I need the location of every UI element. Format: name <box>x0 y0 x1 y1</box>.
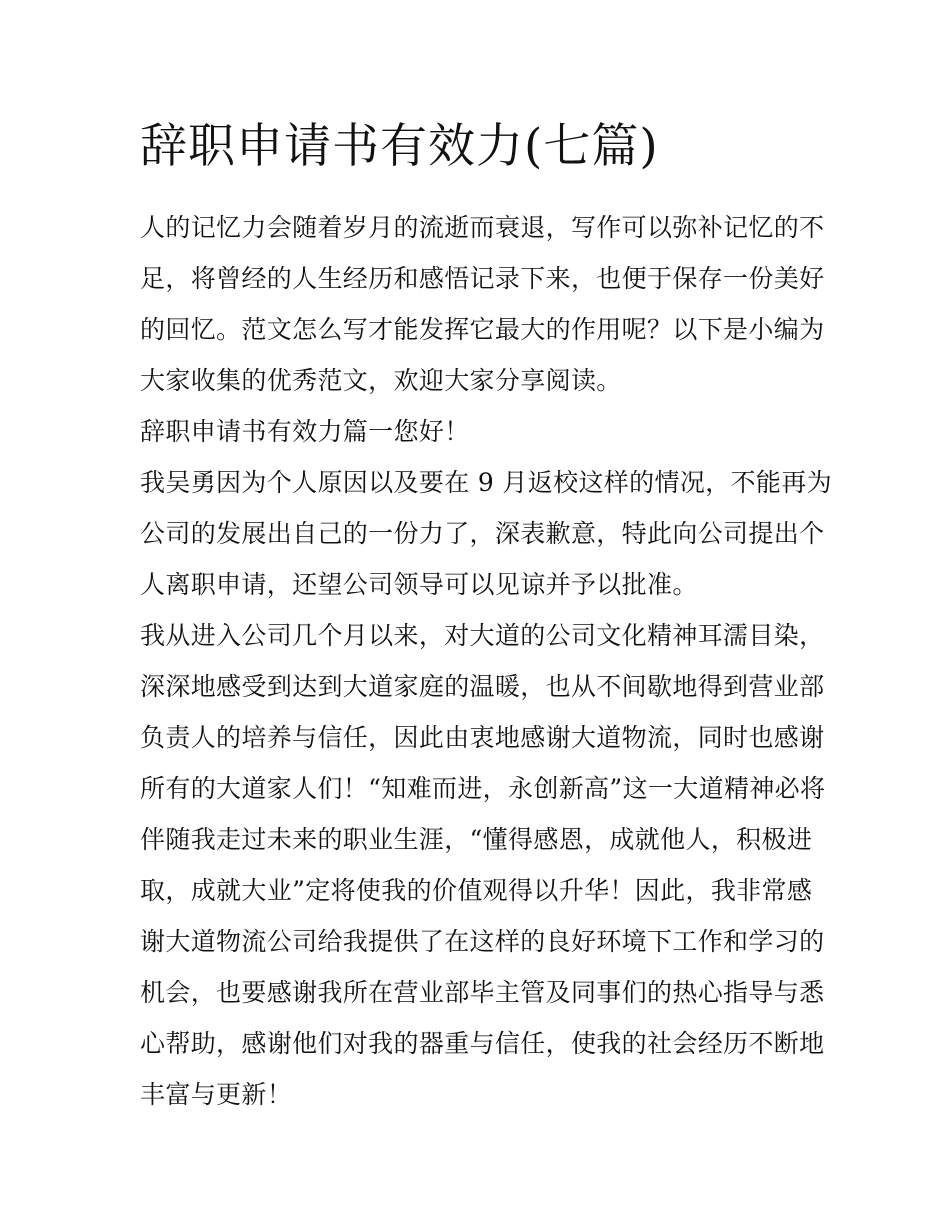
body-line: 人离职申请，还望公司领导可以见谅并予以批准。 <box>140 570 698 599</box>
body-line: 心帮助，感谢他们对我的器重与信任，使我的社会经历不断地 <box>140 1029 825 1058</box>
body-line: 大家收集的优秀范文，欢迎大家分享阅读。 <box>140 366 622 395</box>
body-line: 人的记忆力会随着岁月的流逝而衰退，写作可以弥补记忆的不 <box>140 213 825 242</box>
body-line: 我从进入公司几个月以来，对大道的公司文化精神耳濡目染， <box>140 621 825 650</box>
body-line: 公司的发展出自己的一份力了，深表歉意，特此向公司提出个 <box>140 519 825 548</box>
body-line: 所有的大道家人们！“知难而进，永创新高”这一大道精神必将 <box>140 774 826 803</box>
body-line: 负责人的培养与信任，因此由衷地感谢大道物流，同时也感谢 <box>140 723 825 752</box>
body-line: 机会，也要感谢我所在营业部毕主管及同事们的热心指导与悉 <box>140 978 825 1007</box>
body-line: 我吴勇因为个人原因以及要在 9 月返校这样的情况，不能再为 <box>140 468 832 497</box>
body-line: 的回忆。范文怎么写才能发挥它最大的作用呢？以下是小编为 <box>140 315 825 344</box>
body-line: 取，成就大业”定将使我的价值观得以升华！因此，我非常感 <box>140 876 813 905</box>
document-title: 辞职申请书有效力(七篇) <box>140 119 659 174</box>
body-line: 丰富与更新！ <box>140 1080 293 1109</box>
body-line: 伴随我走过未来的职业生涯，“懂得感恩，成就他人，积极进 <box>140 825 813 854</box>
body-line: 足，将曾经的人生经历和感悟记录下来，也便于保存一份美好 <box>140 264 825 293</box>
section-heading-line: 辞职申请书有效力篇一您好！ <box>140 417 470 446</box>
document-body <box>140 202 832 1120</box>
body-line: 谢大道物流公司给我提供了在这样的良好环境下工作和学习的 <box>140 927 825 956</box>
body-line: 深深地感受到达到大道家庭的温暖，也从不间歇地得到营业部 <box>140 672 825 701</box>
